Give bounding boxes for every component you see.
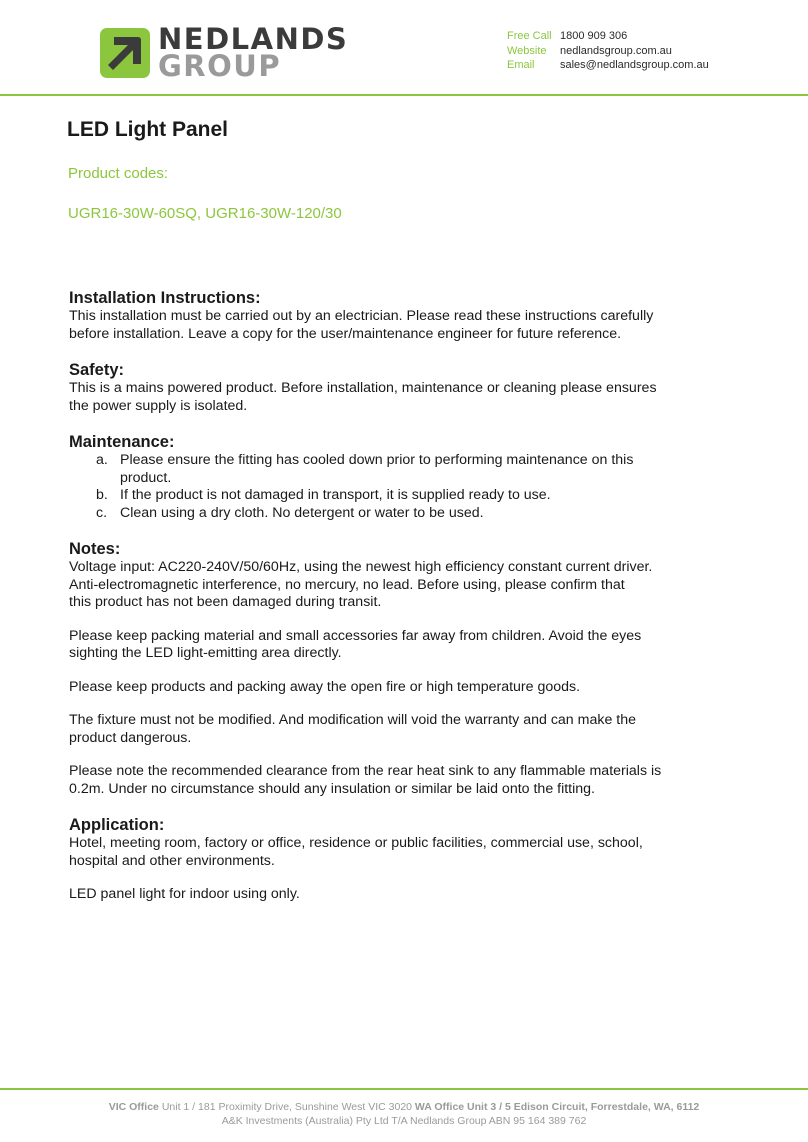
notes-line: this product has not been damaged during transit. [69, 594, 382, 610]
notes-line: Please note the recommended clearance from the rear heat sink to any flammable materials is [69, 763, 662, 779]
notes-line: The fixture must not be modified. And modification will void the warranty and can make the [69, 712, 637, 728]
logo-wordmark-nedlands: NEDLANDS [158, 22, 349, 56]
contact-label: Website [507, 44, 547, 57]
footer-divider [0, 1088, 808, 1090]
logo-wordmark-group: GROUP [158, 49, 282, 83]
notes-line: sighting the LED light-emitting area directly. [69, 645, 342, 661]
installation-line: before installation. Leave a copy for the user/maintenance engineer for future reference. [69, 325, 622, 342]
contact-row-phone [507, 29, 709, 44]
notes-line: product dangerous. [69, 729, 192, 746]
list-item-text: Clean using a dry cloth. No detergent or water to be used. [120, 504, 484, 521]
notes-line: Voltage input: AC220-240V/50/60Hz, using the newest high efficiency constant current driver. [69, 559, 653, 575]
safety-line: This is a mains powered product. Before installation, maintenance or cleaning please ensures [69, 380, 657, 396]
list-item [69, 487, 789, 505]
contact-row-email [507, 58, 709, 73]
notes-line: 0.2m. Under no circumstance should any insulation or similar be laid onto the fitting. [69, 780, 595, 797]
footer-legal: A&K Investments (Australia) Pty Ltd T/A Nedlands Group ABN 95 164 389 762 [221, 1115, 587, 1127]
contact-email: sales@nedlandsgroup.com.au [560, 59, 709, 71]
list-item-text: If the product is not damaged in transport, it is supplied ready to use. [120, 487, 551, 503]
application-line: Hotel, meeting room, factory or office, residence or public facilities, commercial use, school, [69, 835, 643, 851]
footer-vic-label: VIC Office [108, 1101, 159, 1113]
notes-line: Please keep packing material and small accessories far away from children. Avoid the eyes [69, 627, 642, 644]
list-marker: b. [96, 487, 108, 503]
product-codes: UGR16-30W-60SQ, UGR16-30W-120/30 [68, 205, 342, 222]
footer-vic-address: Unit 1 / 181 Proximity Drive, Sunshine West VIC 3020 [161, 1101, 412, 1113]
notes-heading: Notes: [69, 540, 121, 558]
nedlands-logo-mark-icon [100, 28, 150, 78]
installation-heading: Installation Instructions: [69, 289, 261, 307]
notes-line: Anti-electromagnetic interference, no mercury, no lead. Before using, please confirm that [69, 576, 625, 593]
list-item-text: Please ensure the fitting has cooled down prior to performing maintenance on this [120, 452, 634, 468]
list-marker: c. [96, 504, 108, 521]
application-line: hospital and other environments. [69, 852, 275, 869]
list-item [69, 452, 789, 487]
application-line: LED panel light for indoor using only. [69, 886, 300, 902]
contact-website: nedlandsgroup.com.au [560, 44, 672, 57]
header-divider [0, 94, 808, 96]
maintenance-heading: Maintenance: [69, 433, 175, 451]
safety-line: the power supply is isolated. [69, 397, 248, 414]
notes-line: Please keep products and packing away the open fire or high temperature goods. [69, 678, 581, 695]
list-item-text: product. [120, 469, 172, 486]
installation-line: This installation must be carried out by an electrician. Please read these instructions carefully [69, 308, 654, 324]
application-heading: Application: [69, 816, 165, 834]
footer-wa-office: WA Office Unit 3 / 5 Edison Circuit, Forrestdale, WA, 6112 [414, 1101, 700, 1113]
maintenance-list [69, 452, 789, 522]
safety-heading: Safety: [69, 361, 125, 379]
contact-phone: 1800 909 306 [560, 30, 628, 42]
contact-label: Free Call [507, 30, 552, 42]
footer-offices [0, 1101, 808, 1113]
document-body [69, 288, 789, 904]
list-item [69, 505, 789, 523]
list-marker: a. [96, 452, 108, 468]
company-logo [100, 22, 360, 84]
contact-row-website [507, 44, 709, 59]
document-title: LED Light Panel [67, 118, 229, 141]
product-codes-label: Product codes: [68, 165, 169, 182]
contact-block [507, 29, 709, 73]
contact-label: Email [507, 59, 535, 71]
